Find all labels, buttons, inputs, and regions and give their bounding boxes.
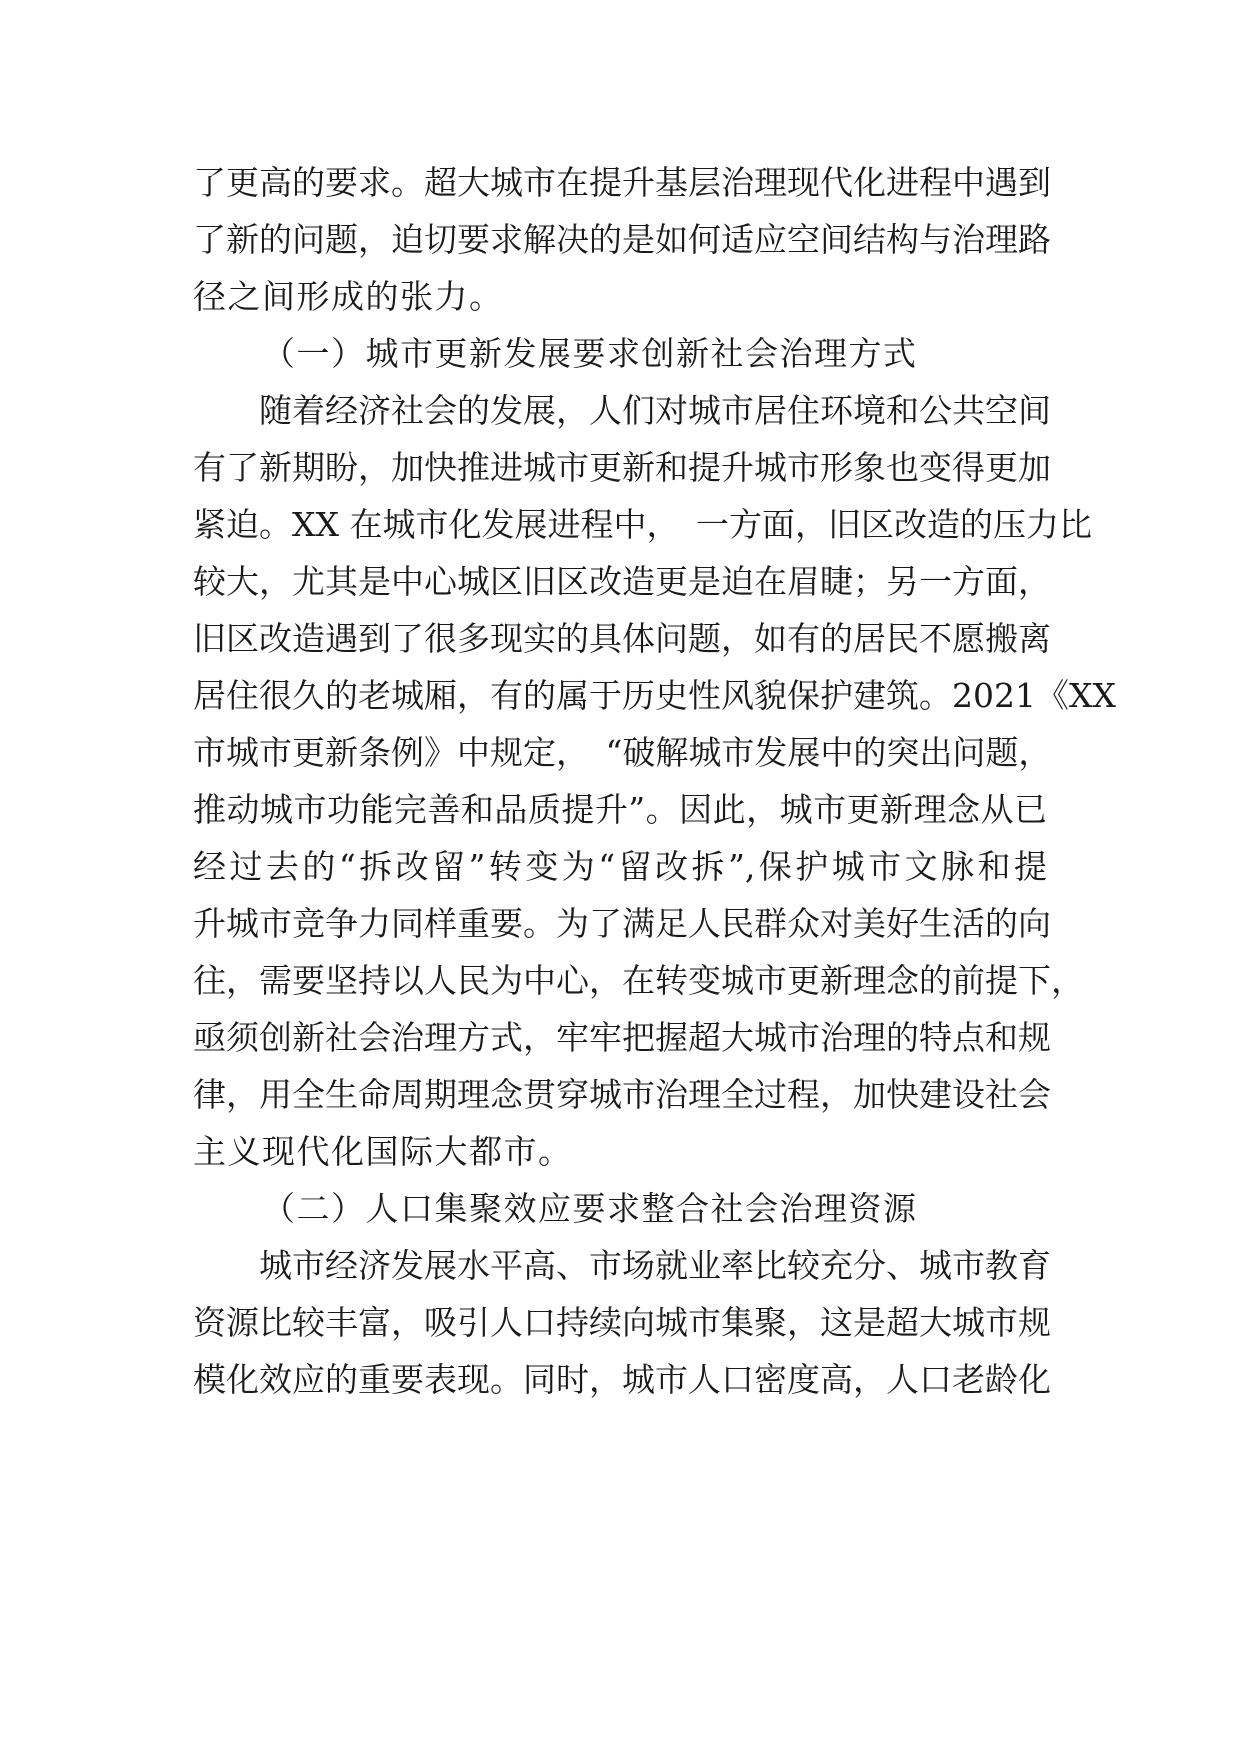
text-line: 升城市竞争力同样重要。为了满足人民群众对美好生活的向 (193, 904, 1051, 943)
text-line: 模化效应的重要表现。同时，城市人口密度高，人口老龄化 (193, 1360, 1051, 1399)
text-line: 较大，尤其是中心城区旧区改造更是迫在眉睫；另一方面， (193, 562, 1051, 601)
section-heading-2: （二）人口集聚效应要求整合社会治理资源 (262, 1189, 918, 1228)
paragraph-first-line: 随着经济社会的发展，人们对城市居住环境和公共空间 (259, 391, 1051, 430)
text-line: 资源比较丰富，吸引人口持续向城市集聚，这是超大城市规 (193, 1303, 1051, 1342)
text-line: 居住很久的老城厢，有的属于历史性风貌保护建筑。2021《XX (193, 676, 1116, 715)
text-line: 有了新期盼，加快推进城市更新和提升城市形象也变得更加 (193, 448, 1051, 487)
text-line: 紧迫。XX 在城市化发展进程中， 一方面，旧区改造的压力比 (193, 505, 1092, 544)
text-line: 径之间形成的张力。 (193, 277, 504, 316)
text-line: 经过去的“拆改留”转变为“留改拆”,保护城市文脉和提 (193, 847, 1047, 886)
text-line: 市城市更新条例》中规定， “破解城市发展中的突出问题， (193, 733, 1052, 772)
text-line: 主义现代化国际大都市。 (193, 1132, 573, 1171)
section-heading-1: （一）城市更新发展要求创新社会治理方式 (262, 334, 918, 373)
text-line: 旧区改造遇到了很多现实的具体问题，如有的居民不愿搬离 (193, 619, 1051, 658)
paragraph-first-line: 城市经济发展水平高、市场就业率比较充分、城市教育 (259, 1246, 1051, 1285)
text-line: 推动城市功能完善和品质提升”。因此，城市更新理念从已 (193, 790, 1047, 829)
text-line: 往，需要坚持以人民为中心，在转变城市更新理念的前提下， (193, 961, 1084, 1000)
text-line: 了更高的要求。超大城市在提升基层治理现代化进程中遇到 (193, 163, 1051, 202)
text-line: 亟须创新社会治理方式，牢牢把握超大城市治理的特点和规 (193, 1018, 1051, 1057)
text-line: 律，用全生命周期理念贯穿城市治理全过程，加快建设社会 (193, 1075, 1051, 1114)
text-line: 了新的问题，迫切要求解决的是如何适应空间结构与治理路 (193, 220, 1051, 259)
